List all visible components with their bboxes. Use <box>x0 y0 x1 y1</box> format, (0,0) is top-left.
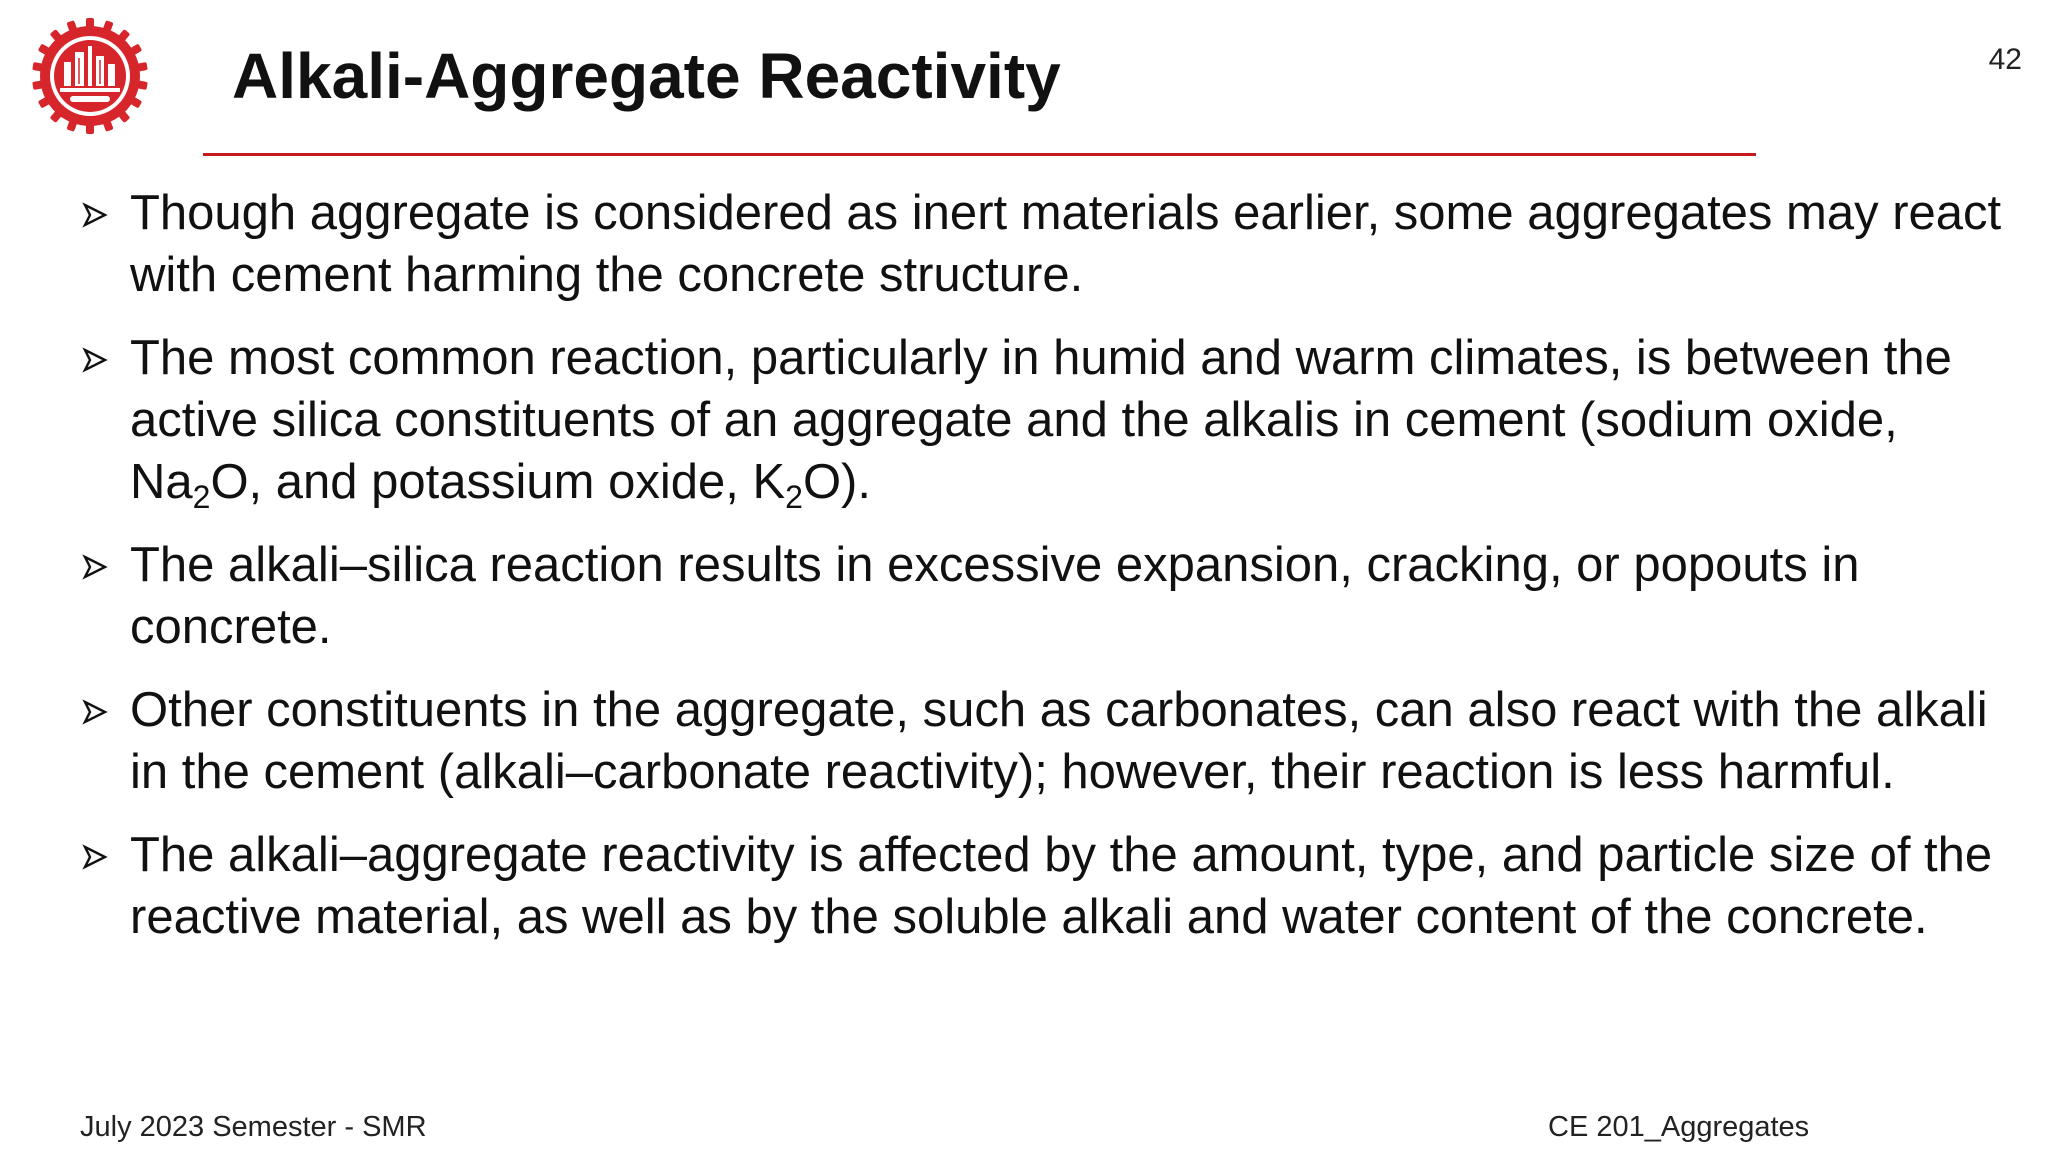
footer-semester: July 2023 Semester - SMR <box>80 1111 427 1143</box>
arrowhead-bullet-icon <box>82 699 108 725</box>
arrowhead-bullet-icon <box>82 844 108 870</box>
bullet-list <box>78 182 2008 969</box>
title-divider <box>203 153 1756 156</box>
bullet-item <box>78 182 2008 306</box>
arrowhead-bullet-icon <box>82 347 108 373</box>
university-seal-icon <box>30 16 150 136</box>
bullet-item <box>78 679 2008 803</box>
bullet-text: O). <box>802 455 871 509</box>
bullet-text: The alkali–aggregate reactivity is affected by the amount, type, and particle size of the reactive material, as well as by the soluble alkali and water content of the concrete. <box>130 828 1993 944</box>
footer-course: CE 201_Aggregates <box>1548 1111 1810 1143</box>
bullet-item <box>78 534 2008 658</box>
bullet-text: The most common reaction, particularly in humid and warm climates, is between the active silica constituents of an aggregate and the alkalis in cement (sodium oxide, Na <box>130 331 1952 509</box>
arrowhead-bullet-icon <box>82 202 108 228</box>
arrowhead-bullet-icon <box>82 554 108 580</box>
bullet-text: The alkali–silica reaction results in excessive expansion, cracking, or popouts in concrete. <box>130 538 1860 654</box>
bullet-item <box>78 824 2008 948</box>
subscript: 2 <box>192 479 211 515</box>
bullet-item <box>78 327 2008 513</box>
page-number: 42 <box>1988 43 2022 76</box>
bullet-text: Though aggregate is considered as inert materials earlier, some aggregates may react with cement harming the concrete structure. <box>130 186 2002 302</box>
bullet-text: O, and potassium oxide, K <box>210 455 786 509</box>
slide-title: Alkali-Aggregate Reactivity <box>232 40 1061 112</box>
subscript: 2 <box>785 479 803 515</box>
bullet-text: Other constituents in the aggregate, such as carbonates, can also react with the alkali in the cement (alkali–carbonate reactivity); however, their reaction is less harmful. <box>130 683 1988 799</box>
